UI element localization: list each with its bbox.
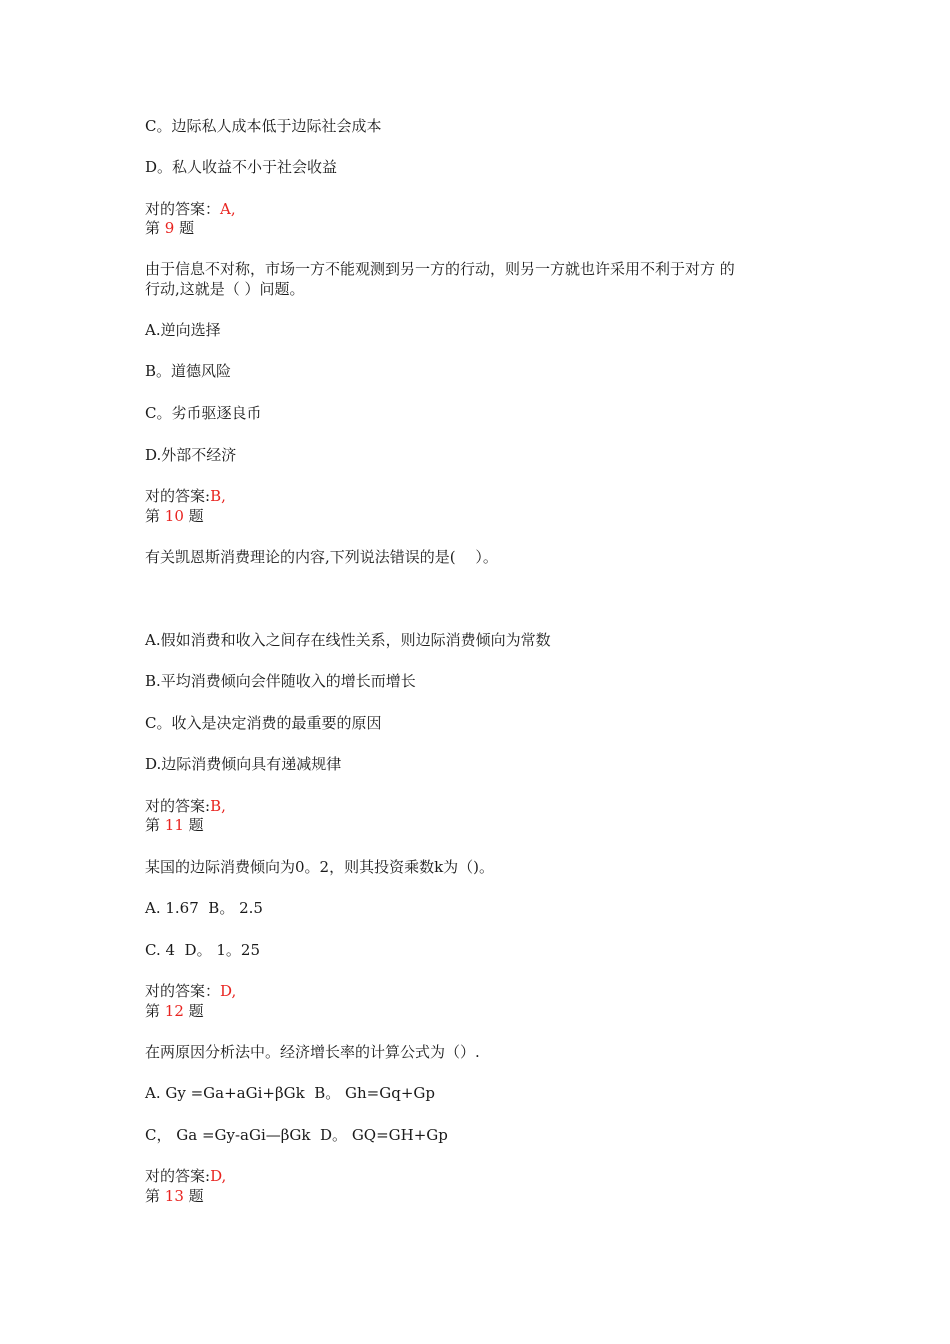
question-heading-12	[145, 1001, 204, 1021]
options-ab: A. 1.67 B。 2.5	[145, 899, 263, 917]
option-d: D.边际消费倾向具有递减规律	[145, 755, 342, 773]
heading-prefix: 第	[145, 816, 165, 834]
option-a: A.假如消费和收入之间存在线性关系，则边际消费倾向为常数	[145, 631, 551, 649]
heading-suffix: 题	[183, 1002, 204, 1020]
option-b: B。道德风险	[145, 362, 232, 380]
question-heading-13	[145, 1186, 204, 1206]
heading-suffix: 题	[183, 816, 204, 834]
question-heading-10	[145, 506, 204, 526]
question-number: 9	[164, 219, 175, 237]
option-c: C。收入是决定消费的最重要的原因	[145, 714, 382, 732]
question-number: 10	[164, 507, 184, 525]
answer	[145, 796, 226, 816]
answer-value: B,	[210, 487, 226, 505]
answer	[145, 1166, 226, 1186]
answer-value: D,	[210, 1167, 227, 1185]
question-text: 在两原因分析法中。经济增长率的计算公式为（）.	[145, 1043, 480, 1061]
question-number: 13	[164, 1187, 184, 1205]
answer-prev	[145, 199, 236, 219]
question-number: 11	[164, 816, 184, 834]
answer-value: D,	[220, 982, 237, 1000]
question-text-line1: 由于信息不对称，市场一方不能观测到另一方的行动，则另一方就也许采用不利于对方 的	[145, 260, 735, 278]
option-d-prev: D。私人收益不小于社会收益	[145, 158, 338, 176]
heading-prefix: 第	[145, 507, 165, 525]
answer-label: 对的答案:	[145, 797, 211, 815]
options-cd: C， Ga =Gy-aGi—βGk D。 GQ=GH+Gp	[145, 1126, 448, 1144]
answer-label: 对的答案:	[145, 487, 211, 505]
question-heading-11	[145, 815, 204, 835]
option-c-prev: C。边际私人成本低于边际社会成本	[145, 117, 382, 135]
question-heading-9	[145, 218, 194, 238]
answer	[145, 981, 236, 1001]
heading-prefix: 第	[145, 1002, 165, 1020]
option-c: C。劣币驱逐良币	[145, 404, 262, 422]
answer-label: 对的答案:	[145, 1167, 211, 1185]
question-text: 某国的边际消费倾向为0。2，则其投资乘数k为（)。	[145, 858, 495, 876]
option-b: B.平均消费倾向会伴随收入的增长而增长	[145, 672, 416, 690]
option-d: D.外部不经济	[145, 446, 237, 464]
heading-suffix: 题	[183, 1187, 204, 1205]
option-a: A.逆向选择	[145, 321, 221, 339]
question-text: 有关凯恩斯消费理论的内容,下列说法错误的是( ）。	[145, 548, 498, 566]
options-ab: A. Gy =Ga+aGi+βGk B。 Gh=Gq+Gp	[145, 1084, 435, 1102]
answer-label: 对的答案：	[145, 982, 221, 1000]
heading-prefix: 第	[145, 1187, 165, 1205]
answer-label: 对的答案：	[145, 200, 221, 218]
heading-suffix: 题	[174, 219, 195, 237]
options-cd: C. 4 D。 1。25	[145, 941, 260, 959]
question-number: 12	[164, 1002, 184, 1020]
answer	[145, 486, 226, 506]
question-text-line2: 行动,这就是（ ）问题。	[145, 280, 305, 298]
answer-value: A,	[220, 200, 236, 218]
heading-suffix: 题	[183, 507, 204, 525]
heading-prefix: 第	[145, 219, 165, 237]
answer-value: B,	[210, 797, 226, 815]
